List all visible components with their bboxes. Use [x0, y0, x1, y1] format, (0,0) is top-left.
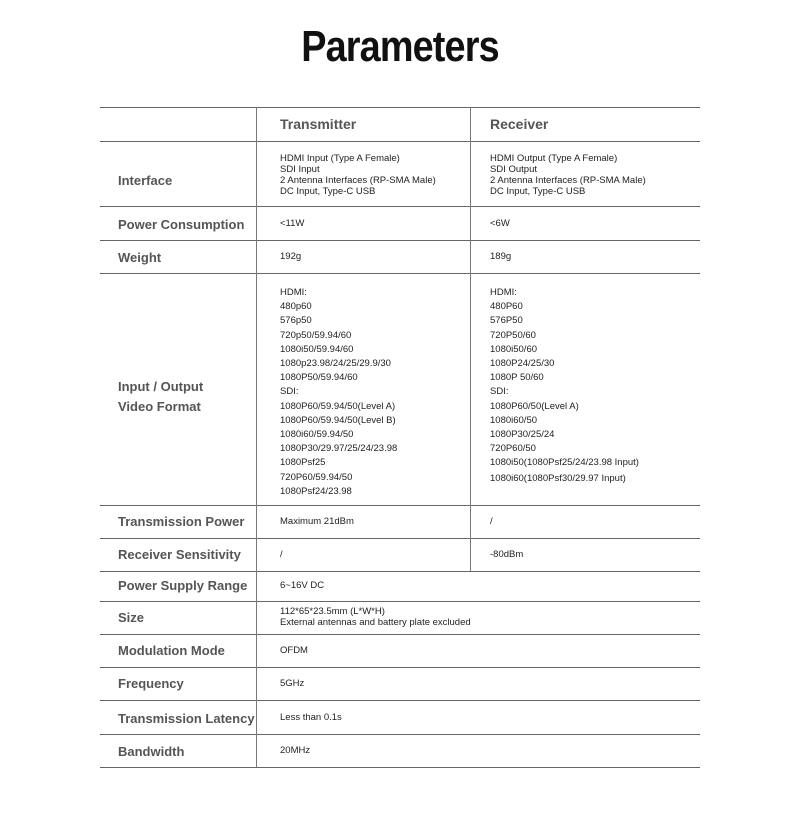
size-line: External antennas and battery plate excluded: [280, 617, 471, 628]
video-format-tx-line: HDMI:: [280, 287, 307, 298]
transmission-power-tx: Maximum 21dBm: [280, 516, 354, 527]
divider: [100, 700, 700, 701]
interface-rx-line: 2 Antenna Interfaces (RP-SMA Male): [490, 175, 646, 186]
interface-tx: [280, 153, 436, 197]
modulation-mode-value: OFDM: [280, 645, 308, 656]
header-receiver: Receiver: [490, 116, 549, 132]
receiver-sensitivity-label: Receiver Sensitivity: [118, 547, 241, 562]
header-transmitter: Transmitter: [280, 116, 357, 132]
transmission-latency-label: Transmission Latency: [118, 711, 255, 726]
transmission-power-rx: /: [490, 516, 493, 527]
frequency-value: 5GHz: [280, 678, 305, 689]
divider: [100, 734, 700, 735]
power-supply-range-label: Power Supply Range: [118, 578, 248, 593]
interface-rx-line: SDI Output: [490, 164, 537, 175]
receiver-sensitivity-rx: -80dBm: [490, 549, 524, 560]
column-divider: [256, 107, 257, 767]
video-format-tx-line: 1080i60/59.94/50: [280, 429, 354, 441]
divider: [100, 240, 700, 241]
weight-tx: 192g: [280, 251, 302, 262]
video-format-rx-line: 576P50: [490, 315, 523, 327]
divider: [100, 634, 700, 635]
modulation-mode-label: Modulation Mode: [118, 643, 225, 658]
divider: [100, 538, 700, 539]
bandwidth-label: Bandwidth: [118, 744, 185, 759]
interface-tx-line: SDI Input: [280, 164, 320, 175]
video-format-tx-line: 1080p23.98/24/25/29.9/30: [280, 358, 391, 370]
interface-label: Interface: [118, 173, 173, 188]
video-format-tx-line: 720p50/59.94/60: [280, 329, 352, 341]
video-format-tx-line: 1080P50/59.94/60: [280, 372, 358, 384]
page-title: Parameters: [301, 22, 499, 71]
divider: [100, 767, 700, 768]
power-consumption-rx: <6W: [490, 218, 510, 229]
interface-rx-line: DC Input, Type-C USB: [490, 186, 586, 197]
video-format-tx-line: 1080Psf25: [280, 457, 326, 469]
video-format-tx-line: 576p50: [280, 315, 312, 327]
power-consumption-label: Power Consumption: [118, 217, 245, 232]
video-format-label: [118, 377, 203, 417]
video-format-rx-line: 480P60: [490, 301, 523, 313]
video-format-rx-line: 1080P 50/60: [490, 372, 544, 384]
video-format-rx-line: 1080i50(1080Psf25/24/23.98 Input): [490, 457, 639, 469]
frequency-label: Frequency: [118, 676, 184, 691]
size-line: 112*65*23.5mm (L*W*H): [280, 606, 385, 617]
video-format-tx-line: 1080Psf24/23.98: [280, 485, 352, 497]
video-format-rx-line: 720P60/50: [490, 443, 536, 455]
video-format-rx-line: 1080i60(1080Psf30/29.97 Input): [490, 472, 626, 484]
power-consumption-tx: <11W: [280, 218, 305, 229]
video-format-tx-line: 720P60/59.94/50: [280, 471, 353, 483]
video-format-rx-line: 1080i60/50: [490, 414, 538, 426]
interface-tx-line: 2 Antenna Interfaces (RP-SMA Male): [280, 175, 436, 186]
divider: [100, 505, 700, 506]
divider: [100, 601, 700, 602]
divider: [100, 273, 700, 274]
video-format-tx-line: SDI:: [280, 386, 299, 398]
video-format-rx-line: 720P50/60: [490, 329, 536, 341]
divider: [100, 107, 700, 108]
transmission-latency-value: Less than 0.1s: [280, 712, 342, 723]
video-format-rx-line: SDI:: [490, 386, 509, 398]
video-format-rx-line: HDMI:: [490, 287, 517, 298]
video-format-tx-line: 1080P60/59.94/50(Level A): [280, 400, 396, 412]
video-format-rx-line: 1080P60/50(Level A): [490, 400, 579, 412]
video-format-tx: [280, 286, 397, 499]
interface-tx-line: HDMI Input (Type A Female): [280, 153, 400, 164]
weight-label: Weight: [118, 250, 162, 265]
size-label: Size: [118, 610, 145, 625]
interface-tx-line: DC Input, Type-C USB: [280, 186, 376, 197]
power-supply-range-value: 6~16V DC: [280, 580, 325, 591]
video-format-rx: [490, 286, 639, 486]
video-format-tx-line: 1080P60/59.94/50(Level B): [280, 414, 396, 426]
divider: [100, 141, 700, 142]
interface-rx-line: HDMI Output (Type A Female): [490, 153, 618, 164]
video-format-label-line: Video Format: [118, 399, 201, 414]
video-format-rx-line: 1080i50/60: [490, 343, 538, 355]
interface-rx: [490, 153, 646, 197]
divider: [100, 206, 700, 207]
divider: [100, 667, 700, 668]
receiver-sensitivity-tx: /: [280, 549, 283, 560]
divider: [100, 571, 700, 572]
transmission-power-label: Transmission Power: [118, 514, 245, 529]
bandwidth-value: 20MHz: [280, 745, 311, 756]
weight-rx: 189g: [490, 251, 512, 262]
video-format-rx-line: 1080P30/25/24: [490, 429, 555, 441]
video-format-label-line: Input / Output: [118, 379, 204, 394]
size-value: [280, 606, 471, 628]
video-format-tx-line: 1080i50/59.94/60: [280, 343, 354, 355]
video-format-tx-line: 1080P30/29.97/25/24/23.98: [280, 443, 398, 455]
video-format-rx-line: 1080P24/25/30: [490, 358, 555, 370]
column-divider: [470, 107, 471, 571]
video-format-tx-line: 480p60: [280, 301, 312, 313]
